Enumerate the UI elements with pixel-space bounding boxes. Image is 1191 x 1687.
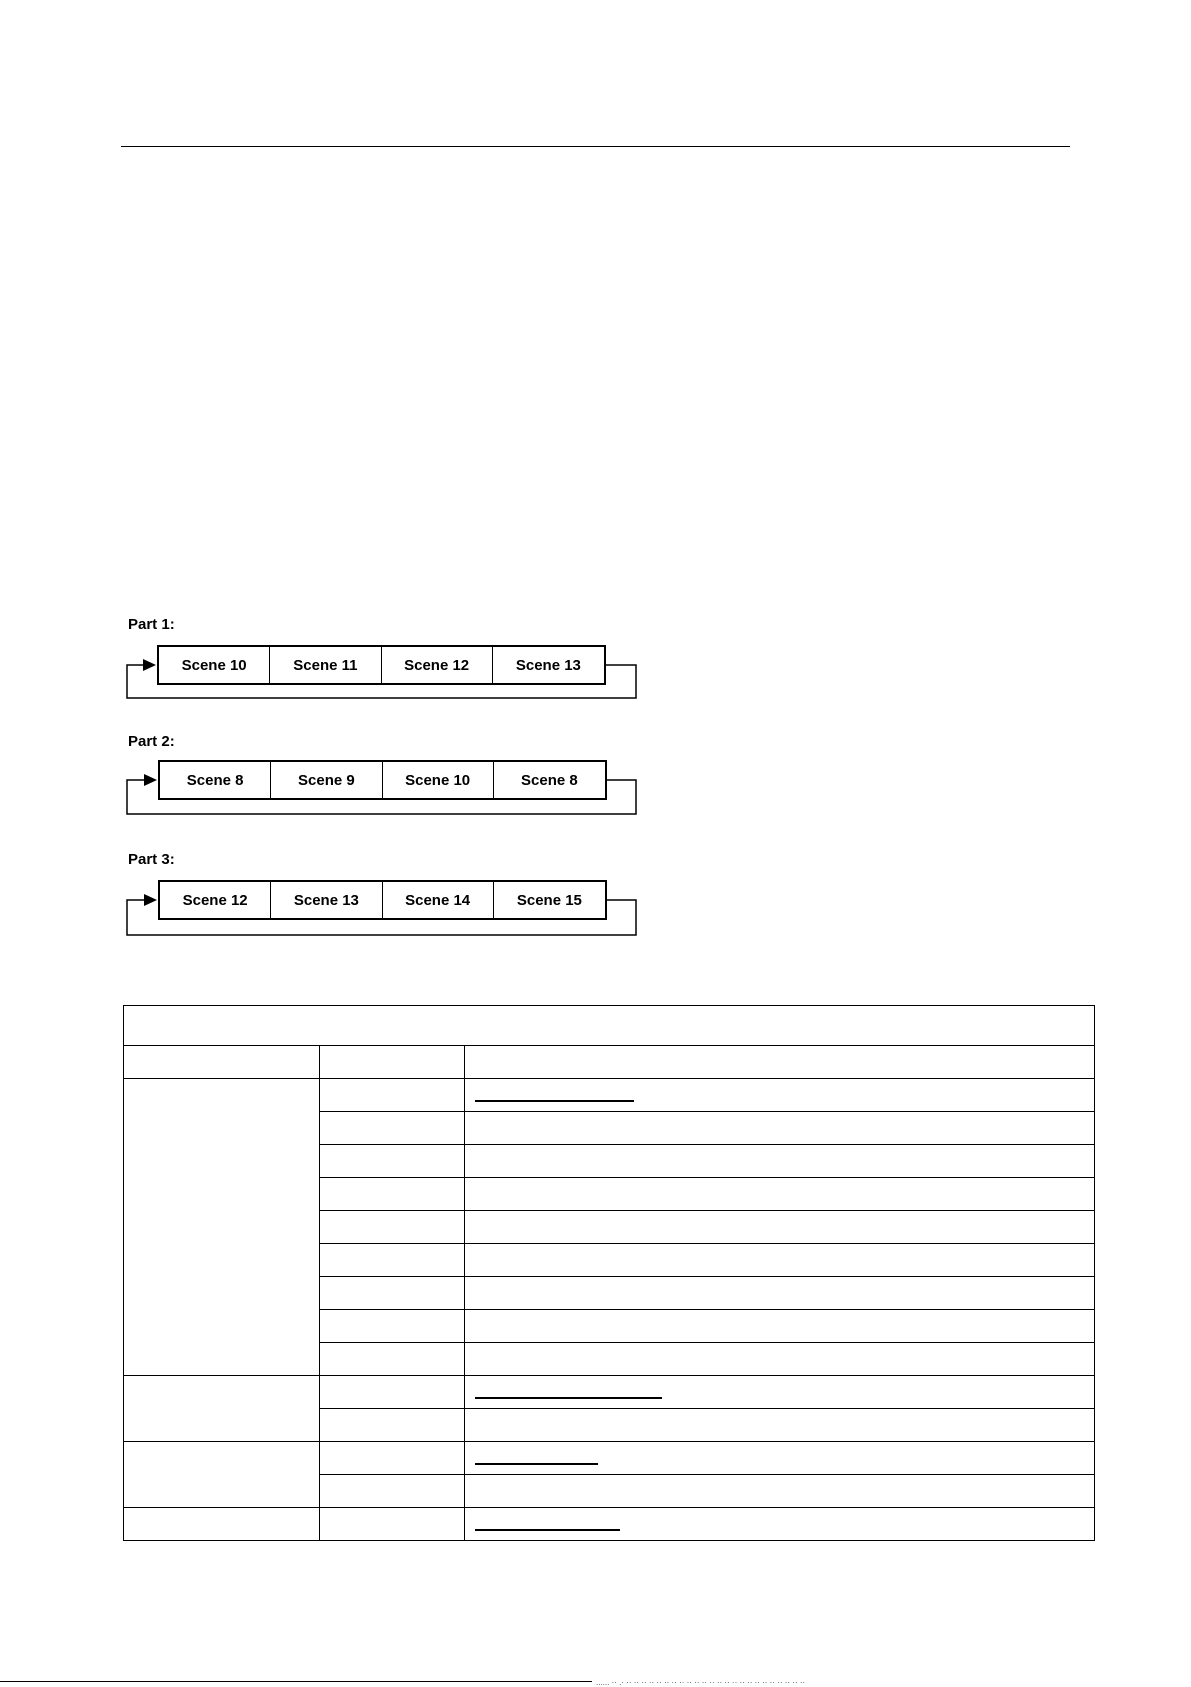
part-3-scene-strip [158, 880, 607, 920]
table-cell [320, 1442, 465, 1475]
table-header-row [124, 1046, 1095, 1079]
part-2-label: Part 2: [128, 733, 175, 750]
table-cell [320, 1508, 465, 1541]
scene-box: Scene 14 [383, 882, 494, 918]
table-row [124, 1079, 1095, 1112]
table-cell [320, 1409, 465, 1442]
table-title-row [124, 1006, 1095, 1046]
scene-box: Scene 8 [160, 762, 271, 798]
table-cell [124, 1046, 320, 1079]
scene-box: Scene 12 [160, 882, 271, 918]
scene-box: Scene 10 [159, 647, 270, 683]
table-group-cell [124, 1442, 320, 1508]
footer-text: ...... ·· .· ·· ·· ·· ·· ·· ·· ·· ·· ·· ·· ·· ·· ·· ·· ·· ·· ·· ·· ·· ·· ·· ·· ·· ·· [596, 1678, 806, 1687]
table-cell [465, 1442, 1095, 1475]
table-cell [465, 1178, 1095, 1211]
table-cell [320, 1145, 465, 1178]
underline-mark [475, 1100, 634, 1102]
table-row [124, 1442, 1095, 1475]
table-group-cell [124, 1508, 320, 1541]
table-cell [320, 1112, 465, 1145]
table-cell [320, 1244, 465, 1277]
underline-mark [475, 1529, 620, 1531]
table-cell [320, 1211, 465, 1244]
table-cell [124, 1006, 1095, 1046]
scene-box: Scene 8 [521, 771, 578, 789]
part-3-label: Part 3: [128, 851, 175, 868]
scene-box: Scene 13 [271, 882, 382, 918]
table-cell [465, 1310, 1095, 1343]
table-cell [465, 1277, 1095, 1310]
table-cell [465, 1079, 1095, 1112]
table-row [124, 1376, 1095, 1409]
part-1-scene-strip [157, 645, 606, 685]
table-cell [465, 1508, 1095, 1541]
table-cell [465, 1475, 1095, 1508]
table-cell [465, 1211, 1095, 1244]
table-cell [320, 1343, 465, 1376]
scene-box: Scene 12 [382, 647, 493, 683]
underline-mark [475, 1397, 662, 1399]
underline-mark [475, 1463, 598, 1465]
table-cell [320, 1376, 465, 1409]
table-cell [465, 1409, 1095, 1442]
table-group-cell [124, 1376, 320, 1442]
table-cell [465, 1343, 1095, 1376]
table-cell [320, 1079, 465, 1112]
table-cell [320, 1475, 465, 1508]
scene-box: Scene 10 [383, 762, 494, 798]
table-cell [320, 1178, 465, 1211]
table-cell [465, 1376, 1095, 1409]
table-cell [465, 1244, 1095, 1277]
scene-box: Scene 9 [271, 762, 382, 798]
scene-box: Scene 11 [270, 647, 381, 683]
part-2-scene-strip [158, 760, 607, 800]
part-1-label: Part 1: [128, 616, 175, 633]
table-cell [465, 1112, 1095, 1145]
table-cell [320, 1277, 465, 1310]
scene-box: Scene 15 [516, 891, 582, 909]
table-cell [320, 1046, 465, 1079]
table-row [124, 1508, 1095, 1541]
scene-box: Scene 13 [515, 656, 581, 674]
table-group-cell [124, 1079, 320, 1376]
footer-rule [0, 1681, 592, 1682]
settings-table [123, 1005, 1095, 1541]
table-cell [465, 1145, 1095, 1178]
header-rule [121, 146, 1070, 147]
table-cell [465, 1046, 1095, 1079]
table-cell [320, 1310, 465, 1343]
